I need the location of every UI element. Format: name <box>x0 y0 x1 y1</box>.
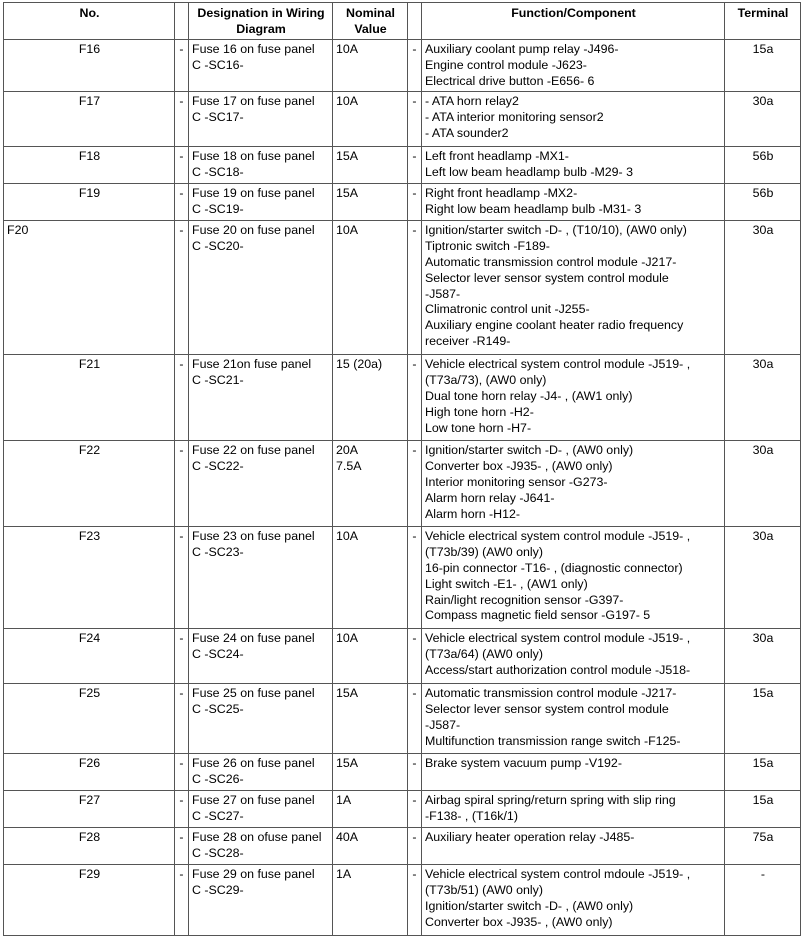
separator-dash: - <box>408 527 422 629</box>
function-cell-line: Brake system vacuum pump -V192- <box>425 756 622 771</box>
table-row <box>4 828 801 865</box>
function-cell <box>422 92 725 147</box>
header-blank-2 <box>408 3 422 40</box>
function-cell-line: Selector lever sensor system control module <box>425 702 669 717</box>
fuse-number: F27 <box>4 791 175 828</box>
terminal-cell: 30a <box>725 355 801 441</box>
function-cell <box>422 629 725 684</box>
function-cell-line: High tone horn -H2- <box>425 404 534 419</box>
function-cell-line: Ignition/starter switch -D- , (AW0 only) <box>425 443 634 458</box>
header-row <box>4 3 801 40</box>
table-row <box>4 684 801 754</box>
separator-dash: - <box>175 629 189 684</box>
function-cell-line: Dual tone horn relay -J4- , (AW1 only) <box>425 388 633 403</box>
function-cell-line: Vehicle electrical system control module -J519- , <box>425 357 691 372</box>
fuse-number: F24 <box>4 629 175 684</box>
function-cell-line: Airbag spiral spring/return spring with slip ring <box>425 793 676 808</box>
function-cell <box>422 221 725 355</box>
designation-cell-line: C -SC18- <box>192 165 244 180</box>
designation-cell-line: Fuse 16 on fuse panel <box>192 42 315 56</box>
function-cell <box>422 754 725 791</box>
separator-dash: - <box>175 754 189 791</box>
designation-cell <box>189 791 333 828</box>
function-cell <box>422 184 725 221</box>
separator-dash: - <box>408 441 422 527</box>
nominal-value-cell <box>333 184 408 221</box>
header-blank-1 <box>175 3 189 40</box>
fuse-number: F21 <box>4 355 175 441</box>
function-cell-line: Automatic transmission control module -J217- <box>425 254 677 269</box>
separator-dash: - <box>175 527 189 629</box>
terminal-cell: 15a <box>725 40 801 92</box>
separator-dash: - <box>408 629 422 684</box>
designation-cell <box>189 40 333 92</box>
fuse-number: F17 <box>4 92 175 147</box>
designation-cell-line: Fuse 19 on fuse panel <box>192 186 315 201</box>
terminal-cell: 15a <box>725 684 801 754</box>
designation-cell <box>189 221 333 355</box>
nominal-value-cell <box>333 527 408 629</box>
table-row <box>4 527 801 629</box>
separator-dash: - <box>408 40 422 92</box>
separator-dash: - <box>175 147 189 184</box>
nominal-value-cell-line: 15 (20a) <box>336 357 383 372</box>
nominal-value-cell-line: 20A <box>336 443 359 458</box>
table-row <box>4 147 801 184</box>
designation-cell-line: C -SC26- <box>192 772 244 787</box>
fuse-number: F19 <box>4 184 175 221</box>
function-cell <box>422 684 725 754</box>
function-cell-line: (T73a/73), (AW0 only) <box>425 373 547 388</box>
header-nominal-value: Nominal Value <box>333 3 408 40</box>
function-cell-line: Left front headlamp -MX1- <box>425 149 569 164</box>
function-cell-line: Alarm horn -H12- <box>425 506 521 521</box>
fuse-number: F28 <box>4 828 175 865</box>
nominal-value-cell <box>333 791 408 828</box>
function-cell <box>422 441 725 527</box>
terminal-cell: 56b <box>725 184 801 221</box>
nominal-value-cell <box>333 147 408 184</box>
designation-cell <box>189 147 333 184</box>
nominal-value-cell-line: 10A <box>336 631 359 646</box>
table-row <box>4 355 801 441</box>
separator-dash: - <box>408 355 422 441</box>
function-cell-line: Auxiliary coolant pump relay -J496- <box>425 42 619 56</box>
separator-dash: - <box>175 40 189 92</box>
designation-cell-line: C -SC17- <box>192 110 244 125</box>
function-cell-line: Right front headlamp -MX2- <box>425 186 578 201</box>
table-row <box>4 184 801 221</box>
separator-dash: - <box>408 147 422 184</box>
nominal-value-cell-line: 1A <box>336 867 352 882</box>
function-cell-line: - ATA horn relay2 <box>425 94 519 109</box>
nominal-value-cell <box>333 40 408 92</box>
designation-cell <box>189 441 333 527</box>
designation-cell-line: Fuse 23 on fuse panel <box>192 529 315 544</box>
nominal-value-cell-line: 1A <box>336 793 352 808</box>
nominal-value-cell-line: 15A <box>336 686 359 701</box>
separator-dash: - <box>175 184 189 221</box>
nominal-value-cell <box>333 754 408 791</box>
designation-cell <box>189 828 333 865</box>
designation-cell-line: C -SC28- <box>192 846 244 861</box>
function-cell-line: - ATA interior monitoring sensor2 <box>425 110 604 125</box>
header-no: No. <box>4 3 175 40</box>
function-cell-line: - ATA sounder2 <box>425 125 509 140</box>
function-cell-line: Selector lever sensor system control module <box>425 270 669 285</box>
separator-dash: - <box>175 441 189 527</box>
separator-dash: - <box>408 791 422 828</box>
nominal-value-cell-line: 40A <box>336 830 359 845</box>
function-cell-line: 16-pin connector -T16- , (diagnostic connector) <box>425 560 683 575</box>
function-cell-line: Auxiliary heater operation relay -J485- <box>425 830 635 845</box>
function-cell-line: Light switch -E1- , (AW1 only) <box>425 576 588 591</box>
function-cell <box>422 355 725 441</box>
terminal-cell: 75a <box>725 828 801 865</box>
designation-cell-line: C -SC16- <box>192 57 244 72</box>
terminal-cell: 15a <box>725 754 801 791</box>
separator-dash: - <box>175 221 189 355</box>
designation-cell <box>189 527 333 629</box>
terminal-cell: 56b <box>725 147 801 184</box>
function-cell <box>422 147 725 184</box>
nominal-value-cell-line: 10A <box>336 94 359 109</box>
designation-cell-line: Fuse 20 on fuse panel <box>192 223 315 238</box>
table-row <box>4 754 801 791</box>
function-cell <box>422 527 725 629</box>
nominal-value-cell-line: 15A <box>336 186 359 201</box>
nominal-value-cell <box>333 221 408 355</box>
nominal-value-cell <box>333 355 408 441</box>
designation-cell-line: C -SC21- <box>192 373 244 388</box>
function-cell-line: receiver -R149- <box>425 333 511 348</box>
terminal-cell: 30a <box>725 527 801 629</box>
function-cell-line: (T73b/39) (AW0 only) <box>425 545 543 560</box>
fuse-number: F22 <box>4 441 175 527</box>
fuse-number: F16 <box>4 40 175 92</box>
terminal-cell: 30a <box>725 92 801 147</box>
designation-cell <box>189 184 333 221</box>
separator-dash: - <box>408 221 422 355</box>
nominal-value-cell <box>333 865 408 936</box>
function-cell-line: Multifunction transmission range switch -F125- <box>425 733 681 748</box>
fuse-table <box>3 2 801 936</box>
separator-dash: - <box>408 92 422 147</box>
separator-dash: - <box>408 684 422 754</box>
nominal-value-cell <box>333 684 408 754</box>
function-cell <box>422 828 725 865</box>
nominal-value-cell <box>333 441 408 527</box>
function-cell <box>422 40 725 92</box>
nominal-value-cell-line: 15A <box>336 149 359 164</box>
table-row <box>4 221 801 355</box>
designation-cell-line: Fuse 27 on fuse panel <box>192 793 315 808</box>
function-cell-line: -J587- <box>425 286 461 301</box>
function-cell-line: Vehicle electrical system control mdoule -J519- , <box>425 867 691 882</box>
designation-cell-line: Fuse 28 on ofuse panel <box>192 830 322 845</box>
nominal-value-cell <box>333 828 408 865</box>
nominal-value-cell-line: 10A <box>336 529 359 544</box>
separator-dash: - <box>175 355 189 441</box>
nominal-value-cell-line: 7.5A <box>336 459 362 474</box>
fuse-number: F23 <box>4 527 175 629</box>
function-cell-line: Rain/light recognition sensor -G397- <box>425 592 624 607</box>
function-cell-line: -F138- , (T16k/1) <box>425 809 518 824</box>
function-cell-line: Left low beam headlamp bulb -M29- 3 <box>425 165 634 180</box>
designation-cell <box>189 865 333 936</box>
terminal-cell: 30a <box>725 221 801 355</box>
function-cell-line: Low tone horn -H7- <box>425 420 532 435</box>
fuse-number: F20 <box>4 221 175 355</box>
terminal-cell: 15a <box>725 791 801 828</box>
separator-dash: - <box>175 828 189 865</box>
header-terminal: Terminal <box>725 3 801 40</box>
table-row <box>4 629 801 684</box>
function-cell <box>422 791 725 828</box>
designation-cell-line: Fuse 18 on fuse panel <box>192 149 315 164</box>
header-designation: Designation in Wiring Diagram <box>189 3 333 40</box>
designation-cell <box>189 629 333 684</box>
nominal-value-cell-line: 10A <box>336 223 359 238</box>
terminal-cell: 30a <box>725 441 801 527</box>
designation-cell-line: Fuse 26 on fuse panel <box>192 756 315 771</box>
designation-cell-line: C -SC25- <box>192 702 244 717</box>
table-row <box>4 865 801 936</box>
designation-cell-line: C -SC27- <box>192 809 244 824</box>
function-cell-line: Electrical drive button -E656- 6 <box>425 73 595 88</box>
table-row <box>4 40 801 92</box>
function-cell-line: Vehicle electrical system control module -J519- , <box>425 631 691 646</box>
designation-cell-line: Fuse 22 on fuse panel <box>192 443 315 458</box>
function-cell-line: Tiptronic switch -F189- <box>425 239 550 254</box>
designation-cell-line: C -SC29- <box>192 883 244 898</box>
designation-cell-line: C -SC20- <box>192 239 244 254</box>
function-cell-line: (T73a/64) (AW0 only) <box>425 647 543 662</box>
header-function: Function/Component <box>422 3 725 40</box>
function-cell-line: Automatic transmission control module -J217- <box>425 686 677 701</box>
table-row <box>4 92 801 147</box>
designation-cell-line: C -SC23- <box>192 545 244 560</box>
designation-cell <box>189 754 333 791</box>
designation-cell-line: C -SC22- <box>192 459 244 474</box>
function-cell-line: Ignition/starter switch -D- , (AW0 only) <box>425 898 634 913</box>
function-cell-line: Climatronic control unit -J255- <box>425 302 590 317</box>
designation-cell <box>189 684 333 754</box>
fuse-number: F18 <box>4 147 175 184</box>
separator-dash: - <box>175 92 189 147</box>
function-cell-line: Ignition/starter switch -D- , (T10/10), (AW0 only) <box>425 223 687 238</box>
designation-cell-line: C -SC19- <box>192 202 244 217</box>
function-cell-line: Auxiliary engine coolant heater radio frequency <box>425 318 684 333</box>
separator-dash: - <box>175 684 189 754</box>
terminal-cell: - <box>725 865 801 936</box>
separator-dash: - <box>175 865 189 936</box>
designation-cell-line: Fuse 21on fuse panel <box>192 357 312 372</box>
nominal-value-cell-line: 10A <box>336 42 359 56</box>
function-cell-line: (T73b/51) (AW0 only) <box>425 883 543 898</box>
function-cell-line: Converter box -J935- , (AW0 only) <box>425 459 613 474</box>
function-cell-line: Converter box -J935- , (AW0 only) <box>425 914 613 929</box>
function-cell-line: Engine control module -J623- <box>425 57 587 72</box>
separator-dash: - <box>408 828 422 865</box>
separator-dash: - <box>175 791 189 828</box>
designation-cell-line: Fuse 24 on fuse panel <box>192 631 315 646</box>
function-cell-line: Right low beam headlamp bulb -M31- 3 <box>425 202 642 217</box>
function-cell-line: Compass magnetic field sensor -G197- 5 <box>425 608 651 623</box>
table-row <box>4 791 801 828</box>
fuse-number: F29 <box>4 865 175 936</box>
fuse-number: F26 <box>4 754 175 791</box>
nominal-value-cell <box>333 92 408 147</box>
fuse-number: F25 <box>4 684 175 754</box>
designation-cell <box>189 355 333 441</box>
function-cell-line: -J587- <box>425 717 461 732</box>
separator-dash: - <box>408 754 422 791</box>
designation-cell-line: C -SC24- <box>192 647 244 662</box>
table-row <box>4 441 801 527</box>
designation-cell <box>189 92 333 147</box>
nominal-value-cell-line: 15A <box>336 756 359 771</box>
designation-cell-line: Fuse 25 on fuse panel <box>192 686 315 701</box>
separator-dash: - <box>408 184 422 221</box>
designation-cell-line: Fuse 17 on fuse panel <box>192 94 315 109</box>
function-cell <box>422 865 725 936</box>
function-cell-line: Access/start authorization control module -J518- <box>425 662 691 677</box>
function-cell-line: Interior monitoring sensor -G273- <box>425 474 608 489</box>
designation-cell-line: Fuse 29 on fuse panel <box>192 867 315 882</box>
nominal-value-cell <box>333 629 408 684</box>
function-cell-line: Vehicle electrical system control module -J519- , <box>425 529 691 544</box>
terminal-cell: 30a <box>725 629 801 684</box>
separator-dash: - <box>408 865 422 936</box>
function-cell-line: Alarm horn relay -J641- <box>425 490 555 505</box>
